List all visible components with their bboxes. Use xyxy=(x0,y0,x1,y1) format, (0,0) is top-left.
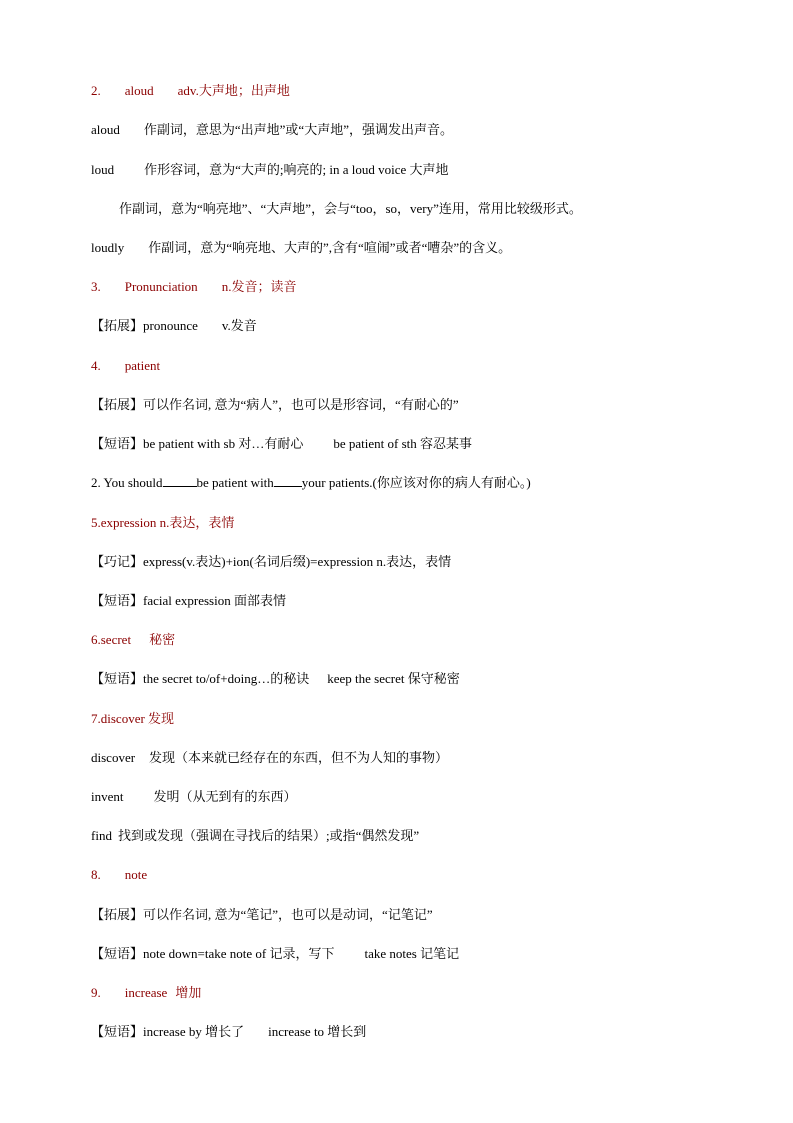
exercise-sentence: 2. You should be patient with your patients.(你应该对你的病人有耐心。) xyxy=(91,475,531,490)
memory-tip-expression: 【巧记】express(v.表达)+ion(名词后缀)=expression n.表达，表情 xyxy=(91,554,452,569)
answer-blank-1[interactable] xyxy=(163,473,197,487)
extension-patient: 【拓展】可以作名词, 意为“病人”，也可以是形容词，“有耐心的” xyxy=(91,397,459,412)
tag-label: 【短语】 xyxy=(91,436,144,451)
heading-increase: 9. increase 增加 xyxy=(91,985,202,1000)
headword-meaning: adv.大声地；出声地 xyxy=(177,83,290,98)
tag-label: 【拓展】 xyxy=(91,907,144,922)
desc-discover: discover 发现（本来就已经存在的东西，但不为人知的事物） xyxy=(91,750,449,765)
tag-label: 【短语】 xyxy=(91,946,144,961)
heading-discover: 7.discover 发现 xyxy=(91,711,175,726)
tag-label: 【拓展】 xyxy=(91,318,144,333)
answer-blank-2[interactable] xyxy=(274,473,302,487)
desc-loud-adverb: 作副词，意为“响亮地”、“大声地”，会与“too，so，very”连用，常用比较级形式。 xyxy=(119,201,582,216)
tag-label: 【拓展】 xyxy=(91,397,144,412)
phrase-note: 【短语】note down=take note of 记录，写下 take notes 记笔记 xyxy=(91,946,460,961)
headword: aloud xyxy=(124,83,154,98)
tag-label: 【短语】 xyxy=(91,593,144,608)
tag-label: 【巧记】 xyxy=(91,554,144,569)
phrase-patient: 【短语】be patient with sb 对…有耐心 be patient of sth 容忍某事 xyxy=(91,436,472,451)
heading-secret: 6.secret 秘密 xyxy=(91,632,176,647)
desc-aloud: aloud 作副词，意思为“出声地”或“大声地”，强调发出声音。 xyxy=(91,122,453,137)
extension-pronounce: 【拓展】pronounce v.发音 xyxy=(91,318,257,333)
heading-patient: 4. patient xyxy=(91,358,161,373)
heading-note: 8. note xyxy=(91,867,148,882)
heading-expression: 5.expression n.表达，表情 xyxy=(91,515,235,530)
desc-invent: invent 发明（从无到有的东西） xyxy=(91,789,297,804)
extension-note: 【拓展】可以作名词, 意为“笔记”，也可以是动词，“记笔记” xyxy=(91,907,433,922)
phrase-expression: 【短语】facial expression 面部表情 xyxy=(91,593,286,608)
item-number: 2. xyxy=(91,83,101,98)
desc-loudly: loudly 作副词，意为“响亮地、大声的”,含有“喧闹”或者“嘈杂”的含义。 xyxy=(91,240,512,255)
heading-aloud xyxy=(91,81,753,101)
phrase-secret: 【短语】the secret to/of+doing…的秘诀 keep the secret 保守秘密 xyxy=(91,671,460,686)
phrase-increase: 【短语】increase by 增长了 increase to 增长到 xyxy=(91,1024,367,1039)
tag-label: 【短语】 xyxy=(91,671,144,686)
tag-label: 【短语】 xyxy=(91,1024,144,1039)
desc-loud: loud 作形容词，意为“大声的;响亮的; in a loud voice 大声地 xyxy=(91,162,449,177)
desc-find: find 找到或发现（强调在寻找后的结果）;或指“偶然发现” xyxy=(91,828,420,843)
heading-pronunciation: 3. Pronunciation n.发音；读音 xyxy=(91,279,297,294)
